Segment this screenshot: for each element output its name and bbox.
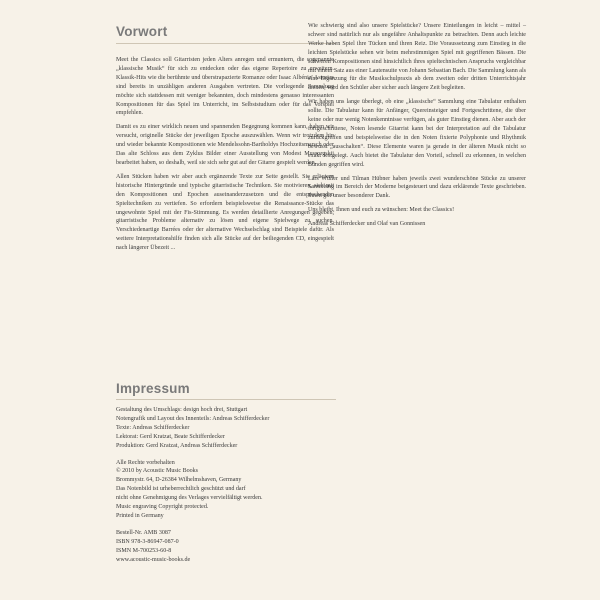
website-link[interactable]: www.acoustic-music-books.de [116,556,191,563]
vorwort-rule [116,43,336,44]
impressum-line: © 2010 by Acoustic Music Books [116,468,199,475]
vorwort-paragraph-3: Allen Stücken haben wir aber auch ergänzende Texte zur Seite gestellt. Sie erläutern historische Hintergründe und typische gitarristische Techniken. Sie motivieren, sich mit den Kompositionen und Epochen auseinanderzusetzen und die entsprechenden Spieltechniken zu vertiefen. So erfordern beispielsweise die Renaissance-Stücke das ungewohnte Spiel mit der Fis-Stimmung. Es werden detaillierte Anregungen gegeben, gitarristische Probleme alternativ zu lösen und eigene Spielwege zu suchen. Verschiedenartige Barrées oder der alternative Wechselschlag sind Beispiele dafür. Als weitere Interpretationshilfe finden sich alle Stücke auf der beiliegenden CD, eingespielt nach längerer Übezeit ... [116,173,334,252]
order-number: Bestell-Nr. AMB 3087 [116,529,171,536]
impressum-heading: Impressum [116,381,190,396]
impressum-line: Notengrafik und Layout des Innenteils: Andreas Schifferdecker [116,415,270,422]
impressum-line: Lektorat: Gerd Kratzat, Beate Schifferdecker [116,433,225,440]
impressum-rights [116,459,334,521]
vorwort-paragraph-4: Wie schwierig sind also unsere Spielstücke? Unsere Einteilungen in leicht – mittel – schwer sind natürlich nur als ungefähre Anhaltspunkte zu betrachten. Denn auch leichte Werke haben Spiel ihre Tücken und ihren Reiz. Die Voraussetzung zum Einstieg in die leichten Spielstücke sehen wir beim mehrstimmigen Spiel mit gegriffenen Bässen. Die schweren Kompositionen sind hinsichtlich ihres spieltechnischen Anspruchs vergleichbar mit einem Satz aus einer Lautensuite von Johann Sebastian Bach. Die Sammlung kann als eine Ergänzung für die Musikschulpraxis ab dem zweiten oder dritten Unterrichtsjahr dienen, wird den Schüler aber sicher auch längere Zeit begleiten. [308,23,526,92]
vorwort-paragraph-2: Damit es zu einer wirklich neuen und spannenden Begegnung kommen kann, haben wir versucht, originelle Stücke der jeweiligen Epoche auszuwählen. Wenn wir trotzdem hin und wieder bekannte Kompositionen wie Mendelssohn-Bartholdys Hochzeitsmarsch oder Das alte Schloss aus dem Zyklus Bilder einer Ausstellung von Modest Mussorgskij bearbeitet haben, so deshalb, weil sie sich sehr gut auf der Gitarre gespielt werden. [116,124,334,166]
impressum-identifiers [116,529,334,565]
impressum-line: Texte: Andreas Schifferdecker [116,424,190,431]
vorwort-paragraph-1: Meet the Classics soll Gitarristen jeden Alters anregen und ermuntern, die sogenannte „klassische Musik“ für sich zu entdecken oder das eigene Repertoire zu erweitern. Klassik-Hits wie die berühmte und überstrapazierte Romanze oder Isaac Albéniz' Asturias sind bereits in unzähligen anderen Ausgaben vertreten. Die vorliegende Sammlung möchte sich stattdessen mit weniger bekannten, doch mindestens genauso interessanten Kompositionen für das Spiel im Unterricht, im Selbststudium oder für das Vorspiel empfehlen. [116,57,334,117]
isbn: ISBN 978-3-86947-087-0 [116,538,179,545]
vorwort-heading: Vorwort [116,24,168,39]
vorwort-right-column [308,22,526,234]
vorwort-paragraph-7: Uns bleibt, Ihnen und euch zu wünschen: Meet the Classics! [308,207,455,214]
impressum-line: Brommystr. 64, D-26384 Wilhelmshaven, Germany [116,477,242,484]
impressum-line: Produktion: Gerd Kratzat, Andreas Schifferdecker [116,442,238,449]
vorwort-signature: Andreas Schifferdecker und Olaf van Gonnissen [308,221,426,228]
impressum-column [116,406,334,573]
vorwort-paragraph-6: Lars Wüller und Tilman Hübner haben jeweils zwei wunderschöne Stücke zu unserer Sammlung im Bereich der Moderne beigesteuert und dazu erklärende Texte geschrieben. Ihnen gilt unser besonderer Dank. [308,175,526,200]
vorwort-left-column [116,56,334,258]
impressum-line: Alle Rechte vorbehalten [116,459,175,466]
impressum-credits [116,406,334,451]
impressum-line: Printed in Germany [116,512,164,519]
vorwort-paragraph-5: Wir haben uns lange überlegt, ob eine „klassische“ Sammlung eine Tabulatur enthalten sollte. Die Tabulatur kann für Anfänger, Quereinsteiger und Fortgeschrittene, die über keine oder nur wenig Notenkenntnisse verfügen, als guter Einstieg dienen. Aber auch der fortgeschrittene, Noten lesende Gitarrist kann bei der Interpretation auf die Tabulatur zurückgreifen und beispielsweise die in den Noten fixierte Polyphonie und Rhythmik bewusst „ausschalten“. Diese Elemente waren ja gerade in der älteren Musik nicht so exakt festgelegt. Auch bietet die Tabulatur den Vorteil, schnell zu erkennen, in welchen Bünden gegriffen wird. [308,99,526,168]
impressum-rule [116,399,336,400]
impressum-line: Gestaltung des Umschlags: design hoch drei, Stuttgart [116,407,248,413]
impressum-line: Das Notenbild ist urheberrechtlich geschützt und darf [116,486,246,493]
ismn: ISMN M-700253-60-8 [116,547,172,554]
impressum-line: nicht ohne Genehmigung des Verlages vervielfältigt werden. [116,495,263,502]
impressum-line: Music engraving Copyright protected. [116,504,209,511]
